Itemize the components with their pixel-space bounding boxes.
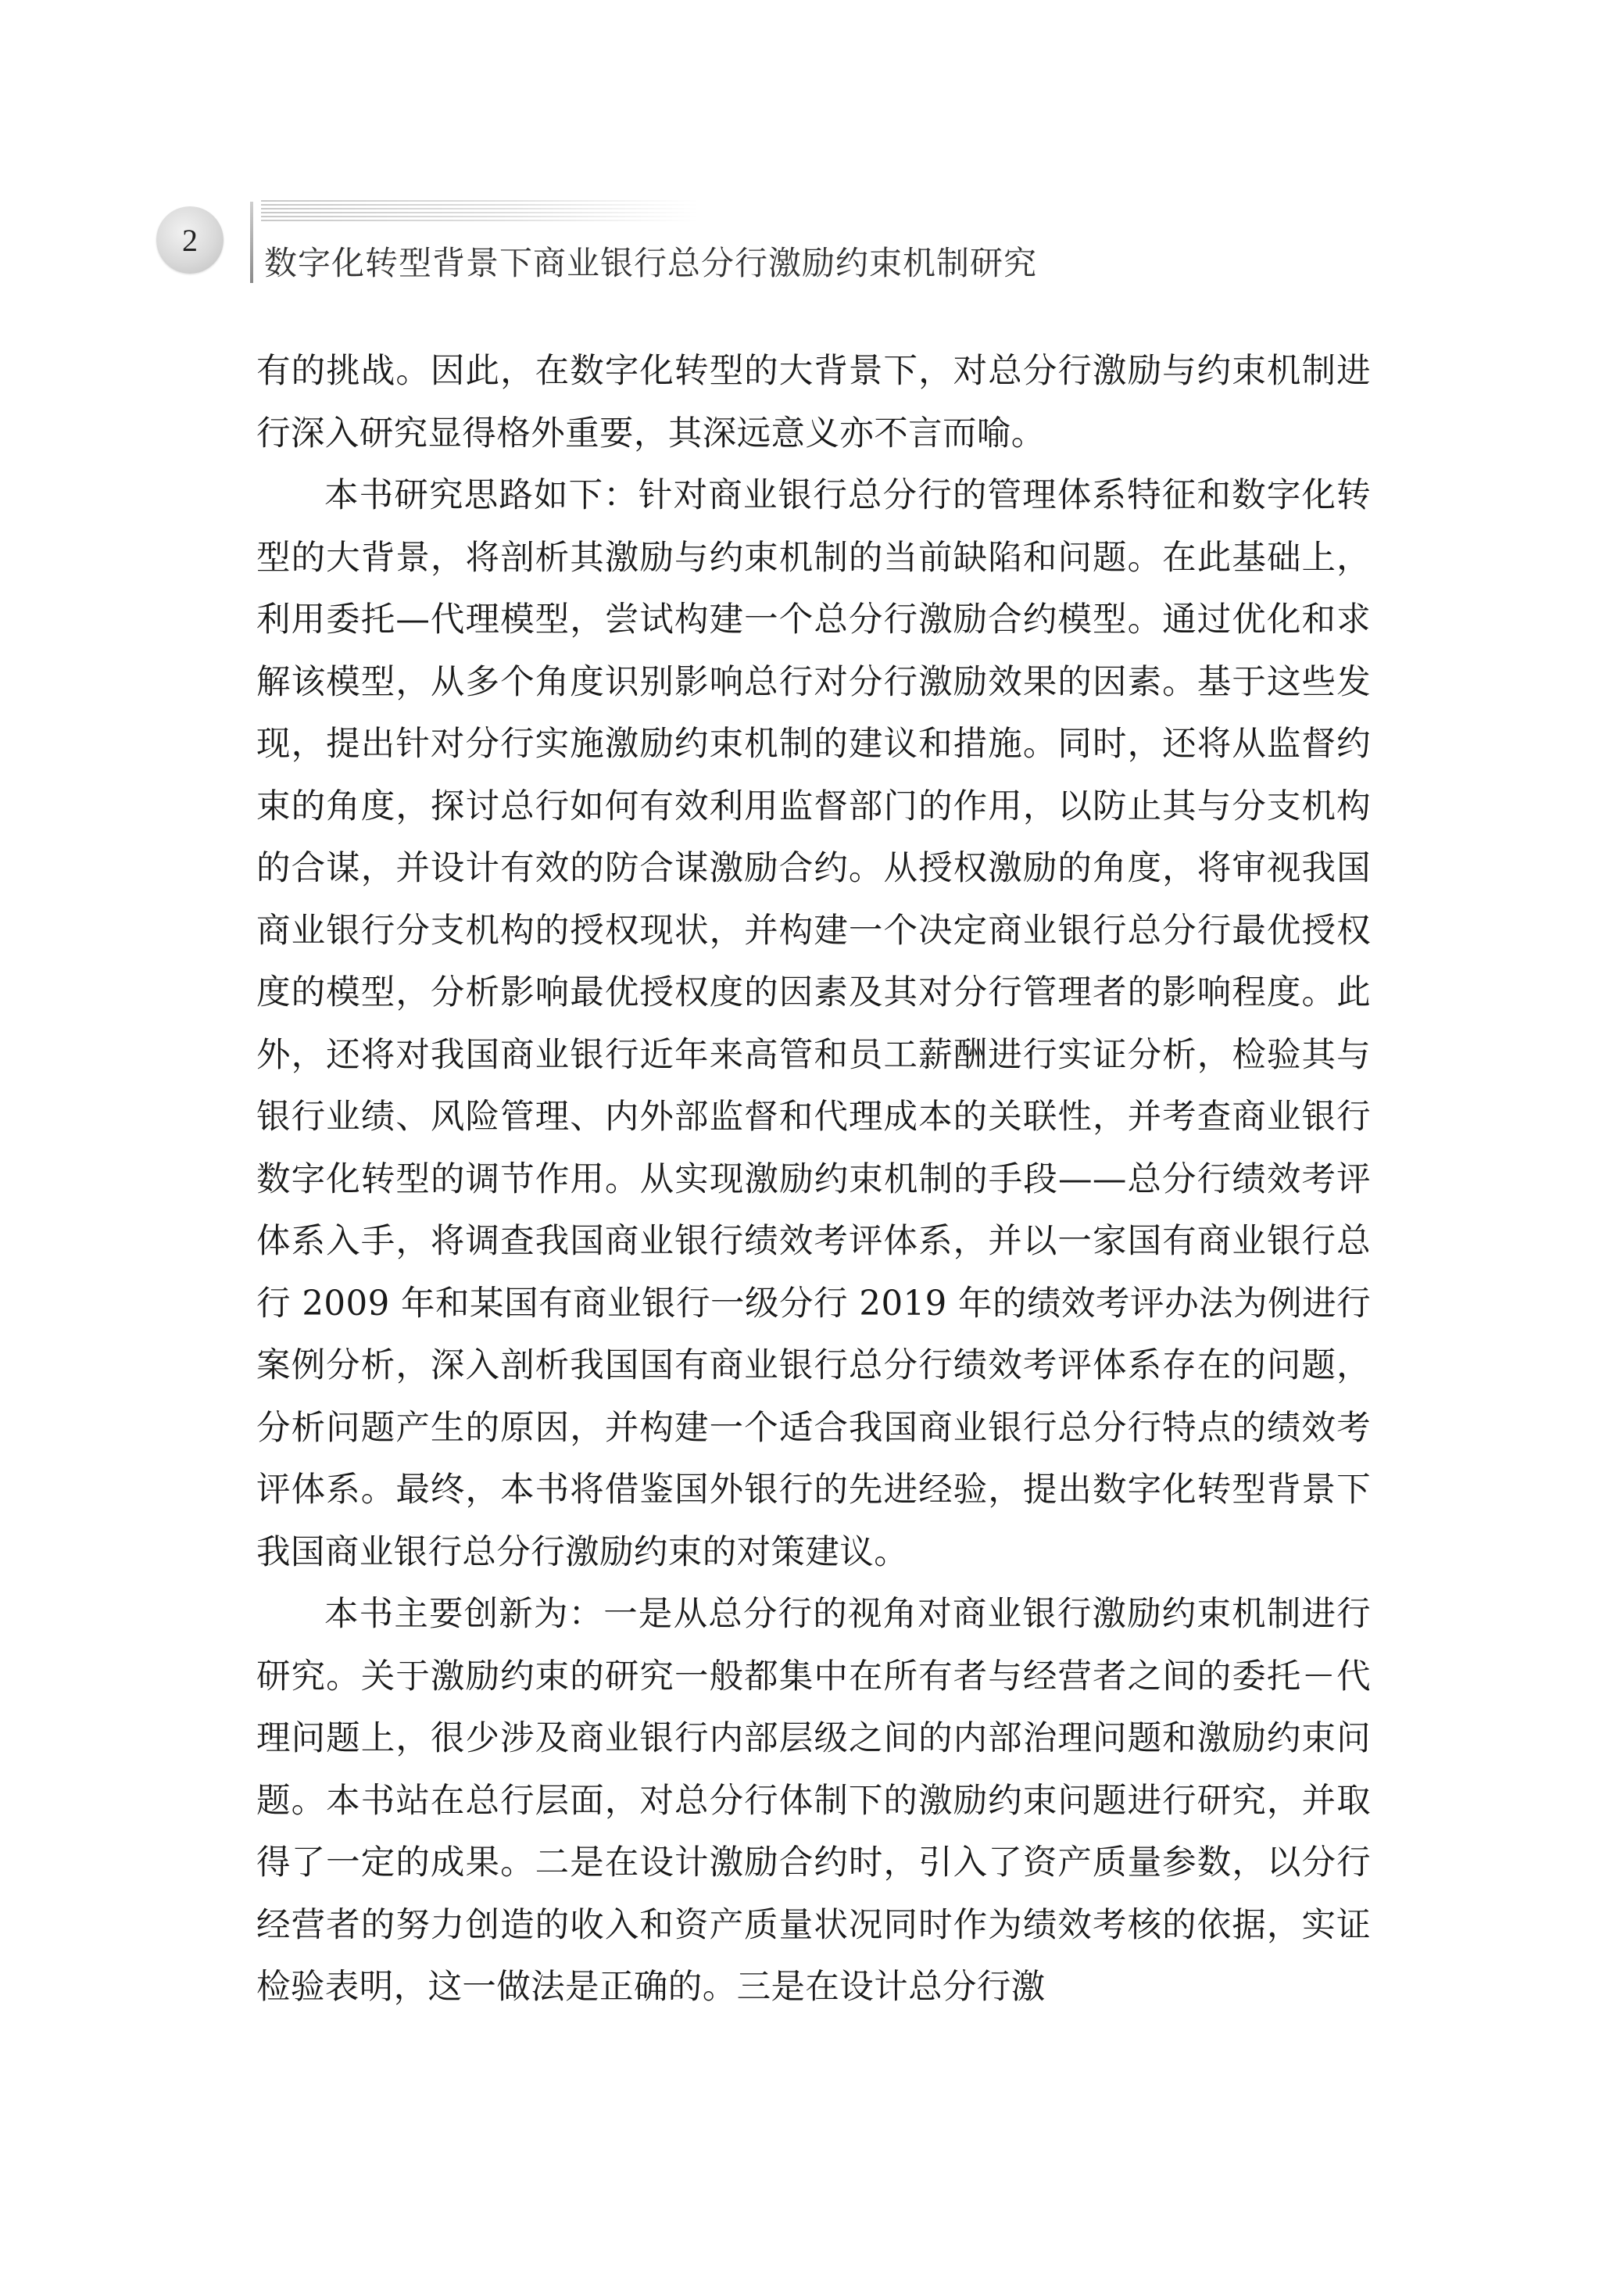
paragraph-continuation: 有的挑战。因此，在数字化转型的大背景下，对总分行激励与约束机制进行深入研究显得格外重要，其深远意义亦不言而喻。 xyxy=(256,352,1371,453)
body-text xyxy=(256,341,1371,2019)
page-header xyxy=(0,0,1624,297)
running-title: 数字化转型背景下商业银行总分行激励约束机制研究 xyxy=(264,244,1038,282)
header-vertical-rule xyxy=(250,202,253,283)
page-number: 2 xyxy=(182,222,198,258)
header-decorative-stripes xyxy=(261,200,699,224)
page-number-badge xyxy=(156,206,224,274)
paragraph-research-approach: 本书研究思路如下：针对商业银行总分行的管理体系特征和数字化转型的大背景，将剖析其激励与约束机制的当前缺陷和问题。在此基础上，利用委托—代理模型，尝试构建一个总分行激励合约模型。通过优化和求解该模型，从多个角度识别影响总行对分行激励效果的因素。基于这些发现，提出针对分行实施激励约束机制的建议和措施。同时，还将从监督约束的角度，探讨总行如何有效利用监督部门的作用，以防止其与分支机构的合谋，并设计有效的防合谋激励合约。从授权激励的角度，将审视我国商业银行分支机构的授权现状，并构建一个决定商业银行总分行最优授权度的模型，分析影响最优授权度的因素及其对分行管理者的影响程度。此外，还将对我国商业银行近年来高管和员工薪酬进行实证分析，检验其与银行业绩、风险管理、内外部监督和代理成本的关联性，并考查商业银行数字化转型的调节作用。从实现激励约束机制的手段——总分行绩效考评体系入手，将调查我国商业银行绩效考评体系，并以一家国有商业银行总行 2009 年和某国有商业银行一级分行 2019 年的绩效考评办法为例进行案例分析，深入剖析我国国有商业银行总分行绩效考评体系存在的问题，分析问题产生的原因，并构建一个适合我国商业银行总分行特点的绩效考评体系。最终，本书将借鉴国外银行的先进经验，提出数字化转型背景下我国商业银行总分行激励约束的对策建议。 xyxy=(256,476,1371,1572)
paragraph-innovations: 本书主要创新为：一是从总分行的视角对商业银行激励约束机制进行研究。关于激励约束的研究一般都集中在所有者与经营者之间的委托－代理问题上，很少涉及商业银行内部层级之间的内部治理问题和激励约束问题。本书站在总行层面，对总分行体制下的激励约束问题进行研究，并取得了一定的成果。二是在设计激励合约时，引入了资产质量参数，以分行经营者的努力创造的收入和资产质量状况同时作为绩效考核的依据，实证检验表明，这一做法是正确的。三是在设计总分行激 xyxy=(256,1595,1371,2007)
